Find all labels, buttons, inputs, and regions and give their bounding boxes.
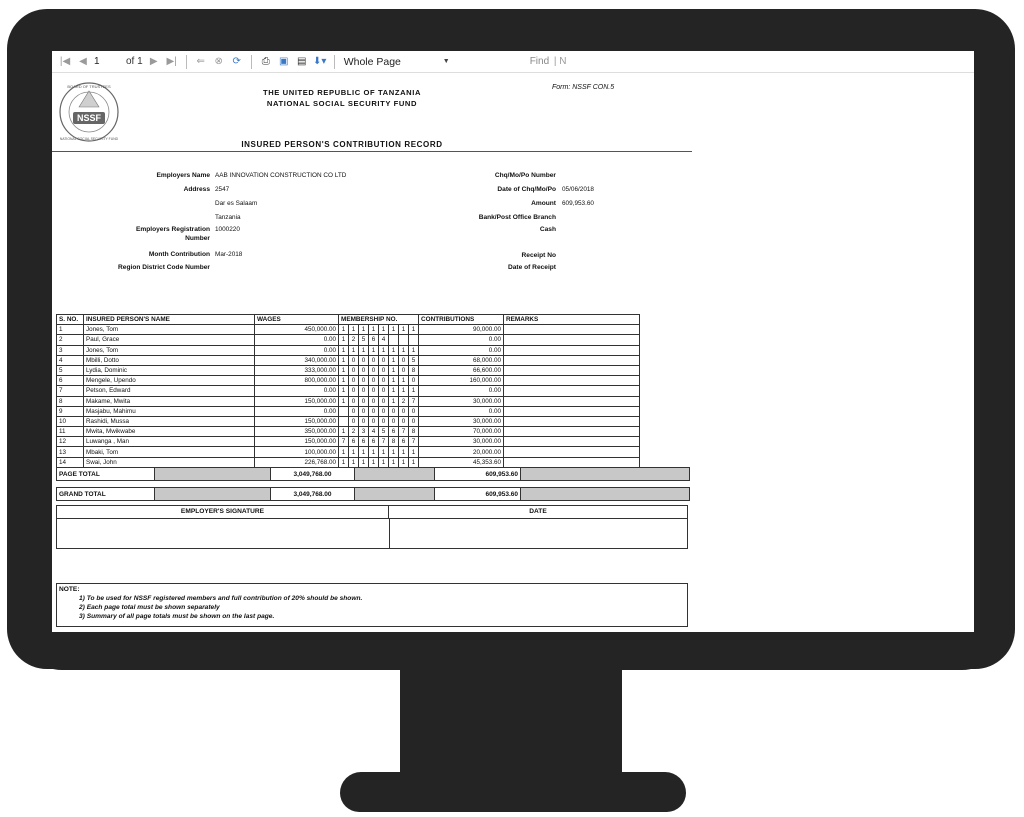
contributions-table — [56, 314, 640, 468]
bank-branch-label: Bank/Post Office Branch — [478, 214, 556, 221]
row-contributions: 0.00 — [419, 386, 504, 396]
membership-digit: 1 — [409, 325, 419, 335]
row-wages: 0.00 — [255, 406, 339, 416]
row-remarks — [504, 355, 640, 365]
row-remarks — [504, 447, 640, 457]
col-contributions: CONTRIBUTIONS — [419, 315, 504, 325]
row-remarks — [504, 437, 640, 447]
membership-digit — [339, 416, 349, 426]
membership-digit: 1 — [369, 457, 379, 467]
row-sno: 2 — [57, 335, 84, 345]
page-total-label: PAGE TOTAL — [57, 468, 155, 480]
row-sno: 3 — [57, 345, 84, 355]
col-remarks: REMARKS — [504, 315, 640, 325]
note-label: NOTE: — [59, 586, 80, 593]
report-viewer-toolbar — [52, 51, 974, 73]
membership-digit: 8 — [389, 437, 399, 447]
row-remarks — [504, 335, 640, 345]
svg-text:NATIONAL SOCIAL SECURITY FUND: NATIONAL SOCIAL SECURITY FUND — [59, 137, 119, 141]
membership-digit: 1 — [399, 325, 409, 335]
refresh-icon[interactable]: ⟳ — [232, 56, 241, 67]
membership-digit: 0 — [359, 406, 369, 416]
membership-digit: 0 — [409, 376, 419, 386]
col-membership: MEMBERSHIP NO. — [339, 315, 419, 325]
signature-box — [56, 505, 688, 549]
membership-digit: 0 — [349, 365, 359, 375]
membership-digit: 7 — [339, 437, 349, 447]
chq-date: 05/06/2018 — [562, 186, 594, 193]
row-sno: 1 — [57, 325, 84, 335]
row-sno: 10 — [57, 416, 84, 426]
header-fund: NATIONAL SOCIAL SECURITY FUND — [266, 99, 418, 108]
membership-digit: 7 — [409, 437, 419, 447]
membership-digit: 1 — [339, 376, 349, 386]
row-name: Jones, Tom — [84, 345, 255, 355]
membership-digit: 1 — [399, 376, 409, 386]
signature-divider — [389, 519, 390, 549]
row-wages: 340,000.00 — [255, 355, 339, 365]
membership-digit: 1 — [339, 427, 349, 437]
table-row — [57, 325, 640, 335]
row-name: Swai, John — [84, 457, 255, 467]
print-layout-icon[interactable]: ▣ — [278, 56, 289, 67]
row-remarks — [504, 427, 640, 437]
membership-digit: 5 — [379, 427, 389, 437]
membership-digit: 0 — [379, 406, 389, 416]
row-contributions: 30,000.00 — [419, 416, 504, 426]
row-sno: 14 — [57, 457, 84, 467]
row-remarks — [504, 325, 640, 335]
membership-digit: 0 — [359, 365, 369, 375]
row-wages: 150,000.00 — [255, 437, 339, 447]
address-label: Address — [183, 186, 210, 193]
membership-digit: 1 — [339, 335, 349, 345]
membership-digit: 1 — [389, 396, 399, 406]
membership-digit: 0 — [389, 416, 399, 426]
membership-digit: 0 — [399, 406, 409, 416]
row-contributions: 68,000.00 — [419, 355, 504, 365]
row-contributions: 0.00 — [419, 406, 504, 416]
table-body — [57, 325, 640, 468]
find-next-link[interactable]: | N — [553, 56, 567, 67]
membership-digit: 1 — [339, 457, 349, 467]
grand-total-blank-2 — [355, 488, 435, 500]
nssf-logo — [57, 79, 121, 145]
membership-digit: 0 — [349, 355, 359, 365]
row-remarks — [504, 396, 640, 406]
employer-name-label: Employers Name — [156, 172, 210, 179]
table-row — [57, 447, 640, 457]
membership-digit: 0 — [349, 406, 359, 416]
membership-digit — [399, 335, 409, 345]
row-name: Rashidi, Mussa — [84, 416, 255, 426]
page-count-label: of 1 — [126, 56, 143, 67]
row-contributions: 66,600.00 — [419, 365, 504, 375]
back-icon[interactable]: ⇐ — [196, 56, 205, 67]
membership-digit: 0 — [379, 376, 389, 386]
svg-text:BOARD OF TRUSTEES: BOARD OF TRUSTEES — [67, 84, 111, 89]
row-contributions: 30,000.00 — [419, 437, 504, 447]
header-divider — [52, 151, 692, 152]
grand-total-blank-3 — [521, 488, 689, 500]
employer-name: AAB INNOVATION CONSTRUCTION CO LTD — [215, 172, 347, 179]
membership-digit — [409, 335, 419, 345]
row-name: Luwanga , Man — [84, 437, 255, 447]
membership-digit: 0 — [399, 365, 409, 375]
row-name: Paul, Grace — [84, 335, 255, 345]
row-wages: 226,768.00 — [255, 457, 339, 467]
table-row — [57, 355, 640, 365]
page-setup-icon[interactable]: ▤ — [296, 56, 307, 67]
note-line-2: 2) Each page total must be shown separately — [79, 604, 220, 611]
row-sno: 5 — [57, 365, 84, 375]
row-name: Mengele, Upendo — [84, 376, 255, 386]
row-sno: 4 — [57, 355, 84, 365]
membership-digit: 0 — [369, 396, 379, 406]
membership-digit: 1 — [409, 447, 419, 457]
address-line-1: 2547 — [215, 186, 230, 193]
membership-digit: 8 — [409, 427, 419, 437]
membership-digit: 1 — [409, 345, 419, 355]
membership-digit: 5 — [409, 355, 419, 365]
membership-digit: 1 — [379, 345, 389, 355]
membership-digit: 0 — [349, 386, 359, 396]
export-icon[interactable]: ⬇▾ — [312, 56, 327, 67]
table-row — [57, 437, 640, 447]
membership-digit: 1 — [399, 386, 409, 396]
membership-digit: 6 — [399, 437, 409, 447]
chevron-down-icon: ▼ — [442, 58, 450, 65]
toolbar-divider — [186, 55, 187, 69]
find-link[interactable]: Find — [529, 56, 550, 67]
row-remarks — [504, 406, 640, 416]
row-remarks — [504, 386, 640, 396]
month-contribution: Mar-2018 — [215, 251, 243, 258]
membership-digit: 0 — [349, 416, 359, 426]
month-contribution-label: Month Contribution — [148, 251, 210, 258]
row-name: Masjabu, Mahimu — [84, 406, 255, 416]
row-name: Jones, Tom — [84, 325, 255, 335]
membership-digit: 8 — [409, 365, 419, 375]
membership-digit: 1 — [379, 457, 389, 467]
registration-label: Employers Registration — [135, 226, 210, 233]
membership-digit: 6 — [369, 335, 379, 345]
membership-digit: 0 — [369, 376, 379, 386]
table-header-row — [57, 315, 640, 325]
row-remarks — [504, 365, 640, 375]
report-title: INSURED PERSON'S CONTRIBUTION RECORD — [241, 140, 443, 149]
zoom-value: Whole Page — [343, 55, 401, 68]
employer-signature-label: EMPLOYER'S SIGNATURE — [57, 506, 389, 519]
membership-digit: 0 — [369, 355, 379, 365]
page-total-contributions: 609,953.60 — [435, 468, 521, 480]
membership-digit: 3 — [359, 427, 369, 437]
print-icon[interactable]: ⎙ — [261, 56, 270, 67]
last-page-icon[interactable]: ▶| — [166, 56, 177, 67]
membership-digit: 1 — [389, 325, 399, 335]
page-total-row — [56, 467, 690, 481]
membership-digit: 1 — [339, 386, 349, 396]
membership-digit: 2 — [349, 335, 359, 345]
col-wages: WAGES — [255, 315, 339, 325]
membership-digit: 1 — [409, 386, 419, 396]
page-total-wages: 3,049,768.00 — [271, 468, 355, 480]
screen — [52, 51, 974, 632]
row-sno: 13 — [57, 447, 84, 457]
membership-digit: 1 — [349, 457, 359, 467]
row-sno: 8 — [57, 396, 84, 406]
row-name: Mbaki, Tom — [84, 447, 255, 457]
registration-label-2: Number — [185, 235, 210, 242]
page-total-blank — [155, 468, 271, 480]
membership-digit: 1 — [359, 457, 369, 467]
row-sno: 12 — [57, 437, 84, 447]
membership-digit: 0 — [369, 406, 379, 416]
membership-digit: 1 — [369, 345, 379, 355]
membership-digit: 1 — [389, 376, 399, 386]
membership-digit: 6 — [369, 437, 379, 447]
zoom-select[interactable] — [340, 54, 458, 69]
membership-digit: 0 — [369, 365, 379, 375]
membership-digit: 7 — [399, 427, 409, 437]
row-contributions: 45,353.60 — [419, 457, 504, 467]
table-row — [57, 396, 640, 406]
row-wages: 350,000.00 — [255, 427, 339, 437]
stop-icon[interactable]: ⊗ — [214, 56, 223, 67]
row-wages: 0.00 — [255, 345, 339, 355]
grand-total-row — [56, 487, 690, 501]
membership-digit: 0 — [359, 386, 369, 396]
membership-digit — [389, 335, 399, 345]
cash-label: Cash — [539, 226, 556, 233]
membership-digit: 1 — [339, 325, 349, 335]
membership-digit: 0 — [379, 396, 389, 406]
row-remarks — [504, 376, 640, 386]
row-wages: 450,000.00 — [255, 325, 339, 335]
membership-digit: 0 — [399, 416, 409, 426]
membership-digit: 0 — [359, 396, 369, 406]
row-remarks — [504, 416, 640, 426]
receipt-no-label: Receipt No — [521, 252, 556, 259]
chq-date-label: Date of Chq/Mo/Po — [497, 186, 556, 193]
row-contributions: 70,000.00 — [419, 427, 504, 437]
row-wages: 0.00 — [255, 386, 339, 396]
membership-digit: 6 — [389, 427, 399, 437]
grand-total-contributions: 609,953.60 — [435, 488, 521, 500]
note-line-1: 1) To be used for NSSF registered members and full contribution of 20% should be shown. — [79, 595, 363, 602]
row-sno: 7 — [57, 386, 84, 396]
membership-digit: 1 — [409, 457, 419, 467]
membership-digit: 0 — [379, 365, 389, 375]
grand-total-blank — [155, 488, 271, 500]
toolbar-divider — [251, 55, 252, 69]
membership-digit — [339, 406, 349, 416]
row-contributions: 0.00 — [419, 345, 504, 355]
row-sno: 6 — [57, 376, 84, 386]
row-contributions: 0.00 — [419, 335, 504, 345]
monitor-stand-base — [340, 772, 686, 812]
membership-digit: 0 — [359, 355, 369, 365]
membership-digit: 1 — [389, 365, 399, 375]
date-label: DATE — [389, 506, 687, 519]
membership-digit: 0 — [379, 416, 389, 426]
region-district-label: Region District Code Number — [118, 264, 210, 271]
membership-digit: 0 — [349, 376, 359, 386]
membership-digit: 1 — [399, 457, 409, 467]
membership-digit: 2 — [349, 427, 359, 437]
amount-label: Amount — [531, 200, 556, 207]
membership-digit: 1 — [339, 345, 349, 355]
note-line-3: 3) Summary of all page totals must be shown on the last page. — [79, 613, 275, 620]
membership-digit: 1 — [389, 447, 399, 457]
membership-digit: 0 — [399, 355, 409, 365]
membership-digit: 7 — [409, 396, 419, 406]
table-row — [57, 457, 640, 467]
page-number-input[interactable]: 1 — [94, 56, 100, 67]
row-name: Lydia, Dominic — [84, 365, 255, 375]
membership-digit: 5 — [359, 335, 369, 345]
membership-digit: 1 — [359, 447, 369, 457]
registration-number: 1000220 — [215, 226, 240, 233]
membership-digit: 0 — [379, 355, 389, 365]
membership-digit: 0 — [389, 406, 399, 416]
address-line-2: Dar es Salaam — [215, 200, 258, 207]
table-row — [57, 386, 640, 396]
membership-digit: 1 — [379, 447, 389, 457]
row-wages: 0.00 — [255, 335, 339, 345]
membership-digit: 4 — [379, 335, 389, 345]
monitor-bezel — [22, 630, 1002, 670]
membership-digit: 1 — [349, 325, 359, 335]
row-wages: 150,000.00 — [255, 416, 339, 426]
membership-digit: 4 — [369, 427, 379, 437]
row-wages: 800,000.00 — [255, 376, 339, 386]
svg-text:NSSF: NSSF — [76, 113, 102, 123]
table-row — [57, 427, 640, 437]
page-total-blank-2 — [355, 468, 435, 480]
membership-digit: 0 — [359, 416, 369, 426]
table-row — [57, 335, 640, 345]
row-wages: 150,000.00 — [255, 396, 339, 406]
report-document — [52, 73, 692, 632]
membership-digit: 1 — [359, 345, 369, 355]
membership-digit: 0 — [409, 406, 419, 416]
row-wages: 333,000.00 — [255, 365, 339, 375]
row-sno: 9 — [57, 406, 84, 416]
grand-total-wages: 3,049,768.00 — [271, 488, 355, 500]
membership-digit: 1 — [389, 355, 399, 365]
membership-digit: 6 — [349, 437, 359, 447]
membership-digit: 0 — [369, 386, 379, 396]
membership-digit: 2 — [399, 396, 409, 406]
table-row — [57, 416, 640, 426]
row-contributions: 160,000.00 — [419, 376, 504, 386]
row-name: Makame, Mwita — [84, 396, 255, 406]
row-contributions: 20,000.00 — [419, 447, 504, 457]
table-row — [57, 365, 640, 375]
membership-digit: 1 — [359, 325, 369, 335]
row-name: Mwita, Mwikwabe — [84, 427, 255, 437]
membership-digit: 0 — [359, 376, 369, 386]
monitor-stand-neck — [400, 668, 622, 778]
membership-digit: 1 — [349, 345, 359, 355]
membership-digit: 1 — [349, 447, 359, 457]
membership-digit: 1 — [399, 345, 409, 355]
col-sno: S. NO. — [57, 315, 84, 325]
row-remarks — [504, 345, 640, 355]
membership-digit: 1 — [339, 355, 349, 365]
membership-digit: 1 — [389, 386, 399, 396]
membership-digit: 1 — [389, 345, 399, 355]
amount: 609,953.60 — [562, 200, 594, 207]
membership-digit: 0 — [379, 386, 389, 396]
row-contributions: 90,000.00 — [419, 325, 504, 335]
table-row — [57, 376, 640, 386]
col-name: INSURED PERSON'S NAME — [84, 315, 255, 325]
membership-digit: 0 — [409, 416, 419, 426]
membership-digit: 0 — [369, 416, 379, 426]
table-row — [57, 345, 640, 355]
table-row — [57, 406, 640, 416]
row-contributions: 30,000.00 — [419, 396, 504, 406]
row-name: Petson, Edward — [84, 386, 255, 396]
receipt-date-label: Date of Receipt — [508, 264, 556, 271]
previous-page-icon[interactable]: ◀ — [79, 56, 87, 67]
first-page-icon[interactable]: |◀ — [59, 56, 71, 67]
next-page-icon[interactable]: ▶ — [149, 56, 158, 67]
membership-digit: 1 — [369, 447, 379, 457]
page-total-blank-3 — [521, 468, 689, 480]
membership-digit: 1 — [339, 396, 349, 406]
toolbar-divider — [334, 55, 335, 69]
row-name: Mbilli, Dotto — [84, 355, 255, 365]
membership-digit: 7 — [379, 437, 389, 447]
header-republic: THE UNITED REPUBLIC OF TANZANIA — [262, 88, 422, 97]
membership-digit: 1 — [369, 325, 379, 335]
row-wages: 100,000.00 — [255, 447, 339, 457]
membership-digit: 1 — [339, 365, 349, 375]
membership-digit: 1 — [389, 457, 399, 467]
grand-total-label: GRAND TOTAL — [57, 488, 155, 500]
row-sno: 11 — [57, 427, 84, 437]
chq-number-label: Chq/Mo/Po Number — [494, 172, 556, 179]
membership-digit: 6 — [359, 437, 369, 447]
membership-digit: 1 — [339, 447, 349, 457]
membership-digit: 1 — [379, 325, 389, 335]
address-line-3: Tanzania — [215, 214, 241, 221]
form-number: Form: NSSF CON.5 — [552, 84, 615, 91]
membership-digit: 0 — [349, 396, 359, 406]
row-remarks — [504, 457, 640, 467]
note-box — [56, 583, 688, 627]
membership-digit: 1 — [399, 447, 409, 457]
